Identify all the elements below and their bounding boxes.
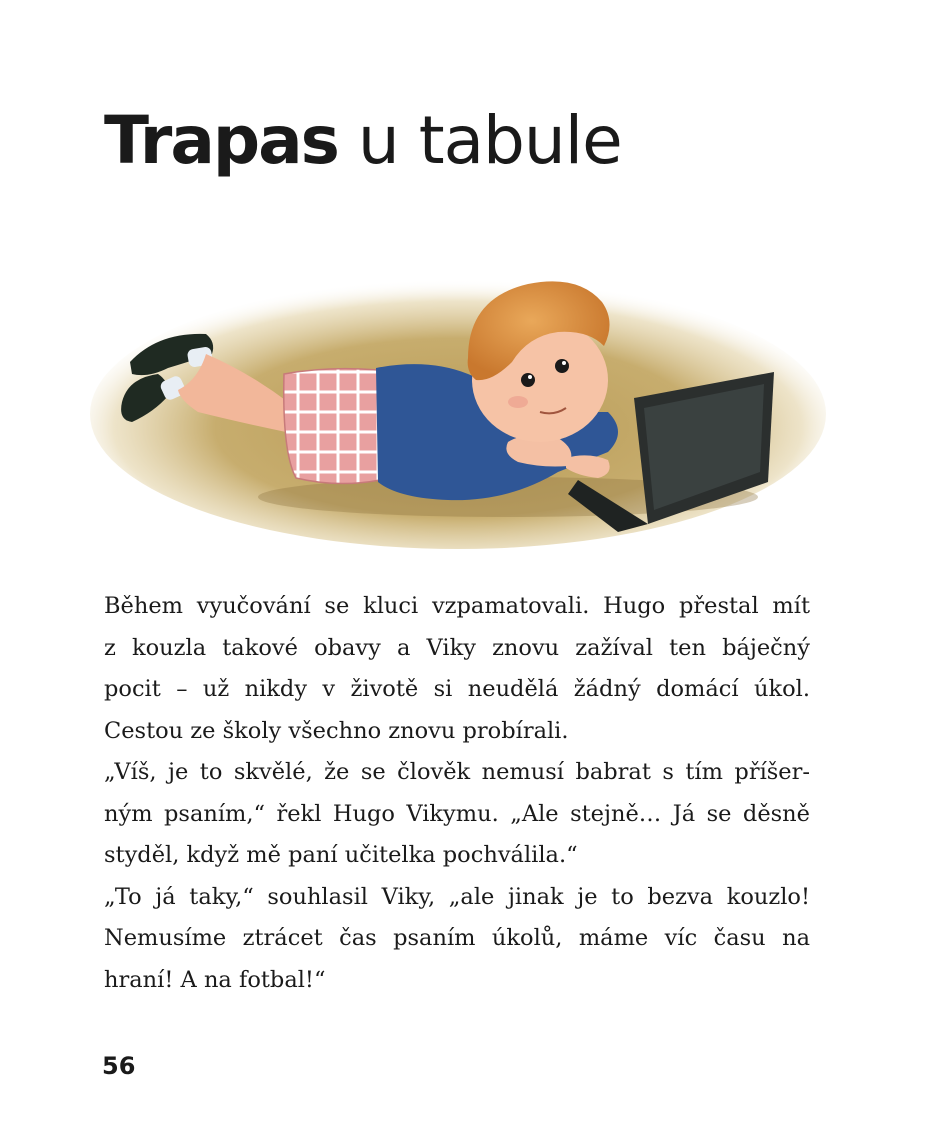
text-line: Nemusíme ztrácet čas psaním úkolů, máme víc času na (104, 925, 810, 951)
text-line: „To já taky,“ souhlasil Viky, „ale jinak je to bezva kouzlo! (104, 883, 810, 910)
text-line: styděl, když mě paní učitelka pochválila.“ (104, 842, 578, 868)
text-line: hraní! A na fotbal!“ (104, 966, 326, 993)
text-line: Během vyučování se kluci vzpamatovali. Hugo přestal mít (104, 593, 810, 619)
text-line: Cestou ze školy všechno znovu probírali. (104, 717, 569, 744)
chapter-title-rest: u tabule (357, 102, 622, 179)
text-line: „Víš, je to skvělé, že se člověk nemusí babrat s tím příšer- (104, 759, 810, 785)
text-line: ným psaním,“ řekl Hugo Vikymu. „Ale stejně… Já se děsně (104, 800, 810, 827)
story-text (104, 586, 810, 1001)
chapter-title (104, 96, 622, 186)
chapter-title-bold: Trapas (104, 102, 338, 179)
checked-shorts (284, 369, 380, 484)
text-line: z kouzla takové obavy a Viky znovu zažíval ten báječný (104, 634, 810, 661)
text-line: pocit – už nikdy v životě si neudělá žádný domácí úkol. (104, 676, 810, 702)
boy-with-laptop-illustration (88, 262, 828, 552)
page-number: 56 (102, 1052, 136, 1080)
